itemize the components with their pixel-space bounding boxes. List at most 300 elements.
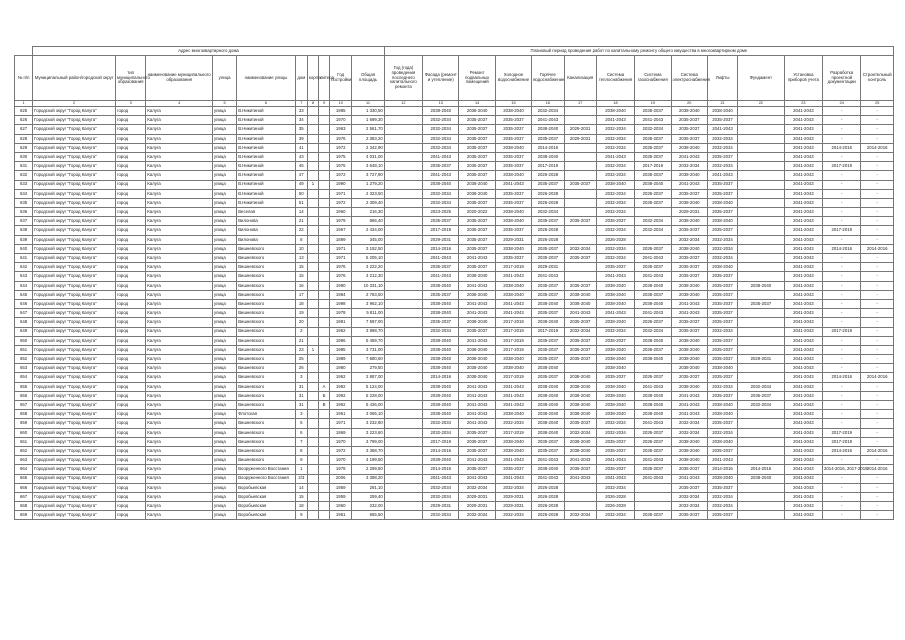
table-cell: 8 bbox=[295, 235, 307, 244]
table-cell: 2032-2034 bbox=[671, 162, 707, 171]
table-cell: 7 680,60 bbox=[352, 355, 384, 364]
table-cell bbox=[564, 107, 596, 116]
table-cell: - bbox=[823, 419, 861, 428]
table-cell bbox=[307, 254, 318, 263]
table-cell: - bbox=[823, 474, 861, 483]
table-cell bbox=[318, 437, 329, 446]
table-row bbox=[15, 107, 894, 116]
table-cell bbox=[318, 345, 329, 354]
table-cell: 2032-2034 bbox=[596, 162, 634, 171]
table-cell: Воробьевская bbox=[237, 492, 296, 501]
table-cell: - bbox=[861, 437, 894, 446]
table-cell: Калуга bbox=[146, 134, 213, 143]
column-header: наименование муниципального образования bbox=[146, 56, 213, 101]
table-cell: Калуга bbox=[146, 254, 213, 263]
table-cell: 2041-2043 bbox=[459, 391, 495, 400]
table-cell: Городской округ "Город Калуга" bbox=[33, 125, 116, 134]
table-cell: - bbox=[823, 180, 861, 189]
table-cell: 2035-2037 bbox=[671, 465, 707, 474]
table-cell: 2017-2019 bbox=[495, 263, 531, 272]
table-cell bbox=[307, 410, 318, 419]
table-cell: 2041-2043 bbox=[564, 456, 596, 465]
column-header-row bbox=[15, 56, 894, 101]
table-cell: 2041-2043 bbox=[596, 116, 634, 125]
table-cell bbox=[318, 309, 329, 318]
table-cell: Калуга bbox=[146, 226, 213, 235]
table-cell: Калуга bbox=[146, 309, 213, 318]
table-cell bbox=[307, 290, 318, 299]
table-cell: Вишневского bbox=[237, 281, 296, 290]
table-cell: 2041-2043 bbox=[784, 382, 822, 391]
table-cell: 2038-2040 bbox=[635, 299, 671, 308]
table-cell bbox=[384, 198, 422, 207]
table-cell: 2026-2028 bbox=[532, 502, 564, 511]
table-cell: 2032-2034 bbox=[423, 419, 459, 428]
table-cell: улица bbox=[212, 373, 236, 382]
table-cell bbox=[738, 235, 784, 244]
table-cell: 2029-2031 bbox=[532, 263, 564, 272]
column-number: 11 bbox=[352, 101, 384, 107]
table-cell: 2038-2040 bbox=[532, 410, 564, 419]
table-cell: 2017-2019 bbox=[823, 162, 861, 171]
table-cell: 2014-2016 bbox=[423, 373, 459, 382]
table-cell: 2035-2037 bbox=[707, 391, 737, 400]
table-row bbox=[15, 456, 894, 465]
table-cell: - bbox=[823, 235, 861, 244]
table-cell bbox=[318, 428, 329, 437]
table-cell: 652 bbox=[15, 355, 33, 364]
table-cell: 2041-2043 bbox=[532, 272, 564, 281]
table-cell: Городской округ "Город Калуга" bbox=[33, 355, 116, 364]
table-cell: 2041-2043 bbox=[784, 180, 822, 189]
table-cell: 39 bbox=[295, 134, 307, 143]
table-cell: 2038-2040 bbox=[738, 474, 784, 483]
table-cell: 2035-2037 bbox=[495, 162, 531, 171]
table-cell: 2041-2043 bbox=[423, 171, 459, 180]
table-cell bbox=[384, 107, 422, 116]
table-cell: 3 065,10 bbox=[352, 410, 384, 419]
table-cell: 15 bbox=[295, 263, 307, 272]
table-cell: 2035-2037 bbox=[495, 152, 531, 161]
table-cell bbox=[564, 272, 596, 281]
table-cell: Вишневского bbox=[237, 382, 296, 391]
table-cell: 2014-2016 bbox=[423, 446, 459, 455]
table-cell: 2041-2043 bbox=[596, 152, 634, 161]
table-cell: - bbox=[861, 208, 894, 217]
column-number: 3 bbox=[116, 101, 146, 107]
table-cell bbox=[384, 171, 422, 180]
table-cell: 2041-2043 bbox=[784, 263, 822, 272]
table-cell: город bbox=[116, 134, 146, 143]
table-cell bbox=[384, 217, 422, 226]
table-cell bbox=[307, 373, 318, 382]
table-cell: Калуга bbox=[146, 272, 213, 281]
table-cell: 2032-2034 bbox=[423, 143, 459, 152]
table-cell: 2041-2043 bbox=[423, 254, 459, 263]
table-cell bbox=[384, 327, 422, 336]
table-cell bbox=[738, 456, 784, 465]
table-cell: 2035-2037 bbox=[459, 125, 495, 134]
table-cell: город bbox=[116, 336, 146, 345]
table-row bbox=[15, 162, 894, 171]
table-cell: 2038-2040 bbox=[564, 290, 596, 299]
table-cell: 2029-2031 bbox=[738, 355, 784, 364]
table-cell: 663 bbox=[15, 456, 33, 465]
table-cell: 2035-2037 bbox=[671, 116, 707, 125]
table-cell: город bbox=[116, 263, 146, 272]
table-cell: 2041-2043 bbox=[784, 116, 822, 125]
table-cell: 3 212,30 bbox=[352, 272, 384, 281]
table-cell: 2038-2040 bbox=[495, 217, 531, 226]
table-cell: Вишневского bbox=[237, 272, 296, 281]
table-cell: 2038-2040 bbox=[495, 244, 531, 253]
table-cell: улица bbox=[212, 290, 236, 299]
table-cell: 26 bbox=[295, 364, 307, 373]
table-cell: 2041-2043 bbox=[784, 465, 822, 474]
table-cell: город bbox=[116, 428, 146, 437]
table-cell: 2017-2019 bbox=[823, 428, 861, 437]
table-cell: 2041-2043 bbox=[784, 162, 822, 171]
table-cell: 2038-2040 bbox=[671, 437, 707, 446]
table-cell: Вишневского bbox=[237, 318, 296, 327]
table-cell: 2038-2040 bbox=[532, 419, 564, 428]
table-cell: Вишневского bbox=[237, 419, 296, 428]
column-number: 4 bbox=[146, 101, 213, 107]
table-cell: Калуга bbox=[146, 327, 213, 336]
table-cell bbox=[738, 428, 784, 437]
table-cell bbox=[307, 483, 318, 492]
table-cell bbox=[738, 446, 784, 455]
table-cell: 2041-2043 bbox=[671, 180, 707, 189]
table-cell: 2032-2034 bbox=[596, 134, 634, 143]
table-cell: - bbox=[823, 410, 861, 419]
table-cell: Городской округ "Город Калуга" bbox=[33, 143, 116, 152]
table-cell: - bbox=[823, 309, 861, 318]
table-cell: - bbox=[861, 428, 894, 437]
table-cell: - bbox=[861, 235, 894, 244]
table-cell: 1 279,20 bbox=[352, 180, 384, 189]
table-cell bbox=[307, 198, 318, 207]
table-cell: 2038-2040 bbox=[635, 410, 671, 419]
table-cell bbox=[384, 226, 422, 235]
table-cell: Городской округ "Город Калуга" bbox=[33, 134, 116, 143]
table-cell: - bbox=[823, 152, 861, 161]
table-row bbox=[15, 474, 894, 483]
table-cell: 659 bbox=[15, 419, 33, 428]
table-cell bbox=[564, 208, 596, 217]
table-cell: 9 bbox=[295, 511, 307, 520]
table-cell: 2035-2037 bbox=[671, 134, 707, 143]
table-cell: 2038-2040 bbox=[635, 391, 671, 400]
table-cell: 2035-2037 bbox=[564, 336, 596, 345]
table-cell bbox=[384, 244, 422, 253]
table-cell bbox=[384, 208, 422, 217]
table-cell: 2032-2034 bbox=[423, 327, 459, 336]
table-row bbox=[15, 116, 894, 125]
table-cell: 2041-2043 bbox=[532, 474, 564, 483]
table-cell: 2041-2043 bbox=[784, 152, 822, 161]
table-cell: 22 bbox=[295, 226, 307, 235]
table-cell: 2035-2037 bbox=[459, 437, 495, 446]
table-cell: 2035-2037 bbox=[635, 134, 671, 143]
table-cell: город bbox=[116, 254, 146, 263]
column-header: Год постройки bbox=[330, 56, 352, 101]
table-cell: - bbox=[823, 391, 861, 400]
table-cell: улица bbox=[212, 299, 236, 308]
table-cell: 20 bbox=[295, 318, 307, 327]
table-cell: 2035-2037 bbox=[459, 171, 495, 180]
table-cell: 33 bbox=[295, 107, 307, 116]
table-cell: - bbox=[861, 171, 894, 180]
table-cell bbox=[318, 263, 329, 272]
table-cell: 2006 bbox=[330, 474, 352, 483]
table-cell: В.Никитиной bbox=[237, 162, 296, 171]
table-cell bbox=[384, 419, 422, 428]
table-cell: 2041-2043 bbox=[784, 410, 822, 419]
table-cell: - bbox=[823, 254, 861, 263]
table-cell bbox=[307, 391, 318, 400]
table-cell: 2041-2043 bbox=[459, 401, 495, 410]
table-cell: Калуга bbox=[146, 373, 213, 382]
table-cell bbox=[738, 143, 784, 152]
table-cell bbox=[318, 125, 329, 134]
column-header: Фасада (ремонт и утепление) bbox=[423, 56, 459, 101]
table-row bbox=[15, 143, 894, 152]
table-cell bbox=[384, 189, 422, 198]
table-cell: 2035-2037 bbox=[596, 217, 634, 226]
table-cell: 2041-2043 bbox=[784, 226, 822, 235]
table-cell: улица bbox=[212, 116, 236, 125]
table-cell: 5 228,00 bbox=[352, 391, 384, 400]
table-cell: 3 bbox=[295, 373, 307, 382]
table-cell: 2035-2037 bbox=[459, 428, 495, 437]
table-cell: 2017-2019 bbox=[532, 327, 564, 336]
table-cell: В.Никитиной bbox=[237, 125, 296, 134]
table-cell: - bbox=[861, 281, 894, 290]
table-cell: - bbox=[823, 125, 861, 134]
table-cell: 2032-2034 bbox=[707, 244, 737, 253]
column-header: Год (года) проведения последнего капитального ремонта bbox=[384, 56, 422, 101]
table-cell: 2032-2034 bbox=[596, 198, 634, 207]
table-cell: - bbox=[861, 382, 894, 391]
table-cell: 1976 bbox=[330, 263, 352, 272]
column-header: Система теплоснабжения bbox=[596, 56, 634, 101]
table-cell bbox=[307, 272, 318, 281]
table-cell: 1967 bbox=[330, 226, 352, 235]
table-row bbox=[15, 391, 894, 400]
table-cell: 2038-2040 bbox=[596, 355, 634, 364]
table-cell: 2041-2043 bbox=[459, 419, 495, 428]
table-cell bbox=[738, 410, 784, 419]
table-cell: - bbox=[823, 263, 861, 272]
table-cell: 6 bbox=[295, 428, 307, 437]
table-cell bbox=[307, 125, 318, 134]
table-cell: 2041-2043 bbox=[635, 272, 671, 281]
table-row bbox=[15, 226, 894, 235]
table-cell: 2038-2040 bbox=[495, 171, 531, 180]
table-cell: 2035-2037 bbox=[596, 336, 634, 345]
table-cell: Городской округ "Город Калуга" bbox=[33, 254, 116, 263]
column-number: 25 bbox=[861, 101, 894, 107]
table-cell: 2035-2037 bbox=[532, 355, 564, 364]
table-cell bbox=[318, 355, 329, 364]
table-cell: город bbox=[116, 355, 146, 364]
table-cell bbox=[307, 208, 318, 217]
table-cell: 2032-2034 bbox=[596, 254, 634, 263]
table-cell bbox=[564, 116, 596, 125]
table-cell: 2038-2040 bbox=[495, 290, 531, 299]
table-cell: 2038-2040 bbox=[707, 107, 737, 116]
table-cell bbox=[318, 107, 329, 116]
table-cell: - bbox=[823, 299, 861, 308]
table-cell: 2014-2016 bbox=[532, 143, 564, 152]
table-cell: 2035-2037 bbox=[459, 162, 495, 171]
table-cell: Вишневского bbox=[237, 254, 296, 263]
table-cell: Веселая bbox=[237, 208, 296, 217]
table-cell: Калуга bbox=[146, 419, 213, 428]
table-cell: 2029-2031 bbox=[671, 208, 707, 217]
table-cell: 2038-2040 bbox=[423, 309, 459, 318]
table-cell: 2038-2040 bbox=[671, 217, 707, 226]
table-cell bbox=[384, 456, 422, 465]
column-number: 21 bbox=[707, 101, 737, 107]
table-cell: 2041-2043 bbox=[635, 116, 671, 125]
table-cell: улица bbox=[212, 391, 236, 400]
table-cell bbox=[564, 189, 596, 198]
table-cell: 47 bbox=[295, 171, 307, 180]
table-cell: Городской округ "Город Калуга" bbox=[33, 410, 116, 419]
table-cell: 2041-2043 bbox=[784, 143, 822, 152]
table-cell: 2035-2037 bbox=[635, 511, 671, 520]
table-cell: Калуга bbox=[146, 263, 213, 272]
table-cell: 629 bbox=[15, 143, 33, 152]
table-cell: 2035-2037 bbox=[596, 263, 634, 272]
table-cell: Калуга bbox=[146, 107, 213, 116]
table-cell: улица bbox=[212, 355, 236, 364]
table-cell: Городской округ "Город Калуга" bbox=[33, 299, 116, 308]
table-cell: 10 331,10 bbox=[352, 281, 384, 290]
table-cell bbox=[738, 492, 784, 501]
table-cell: 2014-2016 bbox=[707, 465, 737, 474]
table-cell: 625 bbox=[15, 107, 33, 116]
table-cell bbox=[738, 263, 784, 272]
table-cell bbox=[318, 226, 329, 235]
table-cell: 2041-2043 bbox=[495, 401, 531, 410]
table-cell: 1 bbox=[295, 465, 307, 474]
table-cell: 2041-2043 bbox=[495, 382, 531, 391]
table-cell: 14 bbox=[295, 483, 307, 492]
table-cell: 2038-2040 bbox=[532, 401, 564, 410]
table-cell: 2041-2043 bbox=[784, 107, 822, 116]
table-cell: 2035-2037 bbox=[459, 244, 495, 253]
table-cell: 2038-2040 bbox=[635, 180, 671, 189]
table-cell: 2026-2028 bbox=[596, 235, 634, 244]
column-number: 5 bbox=[212, 101, 236, 107]
table-cell bbox=[564, 226, 596, 235]
table-cell: город bbox=[116, 171, 146, 180]
table-cell: 2035-2037 bbox=[495, 226, 531, 235]
table-row bbox=[15, 410, 894, 419]
table-cell: Городской округ "Город Калуга" bbox=[33, 198, 116, 207]
table-cell: 2038-2040 bbox=[671, 281, 707, 290]
table-cell: 2041-2043 bbox=[564, 309, 596, 318]
table-cell: 2032-2034 bbox=[707, 502, 737, 511]
table-cell: 1961 bbox=[330, 410, 352, 419]
table-cell: 2029-2031 bbox=[423, 502, 459, 511]
table-cell: город bbox=[116, 198, 146, 207]
table-cell: - bbox=[861, 336, 894, 345]
table-cell: 2017-2019 bbox=[423, 437, 459, 446]
table-cell: город bbox=[116, 401, 146, 410]
table-cell: 2035-2037 bbox=[635, 318, 671, 327]
table-cell: город bbox=[116, 465, 146, 474]
table-cell: 2032-2034 bbox=[495, 511, 531, 520]
table-cell: 19 bbox=[295, 309, 307, 318]
table-cell: 2035-2037 bbox=[596, 373, 634, 382]
table-cell: Городской округ "Город Калуга" bbox=[33, 244, 116, 253]
table-cell: 2029-2031 bbox=[495, 502, 531, 511]
table-cell: 2041-2043 bbox=[784, 446, 822, 455]
table-cell: 2035-2037 bbox=[532, 244, 564, 253]
table-cell: - bbox=[861, 189, 894, 198]
table-cell: Городской округ "Город Калуга" bbox=[33, 465, 116, 474]
table-cell: 2041-2043 bbox=[784, 254, 822, 263]
table-cell bbox=[318, 171, 329, 180]
table-cell bbox=[307, 474, 318, 483]
column-number: 7 bbox=[295, 101, 307, 107]
table-cell: 662 bbox=[15, 446, 33, 455]
table-cell: 2032-2034 bbox=[423, 134, 459, 143]
table-cell: 2035-2037 bbox=[707, 189, 737, 198]
table-cell: - bbox=[823, 401, 861, 410]
table-row bbox=[15, 152, 894, 161]
table-cell bbox=[318, 483, 329, 492]
table-cell: 3 368,70 bbox=[352, 446, 384, 455]
table-cell: 2041-2043 bbox=[784, 336, 822, 345]
table-cell bbox=[318, 364, 329, 373]
table-cell: 2035-2037 bbox=[635, 263, 671, 272]
table-row bbox=[15, 465, 894, 474]
table-cell: 2032-2034 bbox=[459, 511, 495, 520]
table-cell: 2041-2043 bbox=[671, 299, 707, 308]
table-cell: 2041-2043 bbox=[671, 309, 707, 318]
table-cell bbox=[307, 437, 318, 446]
table-cell: 1962 bbox=[330, 373, 352, 382]
table-cell: 2041-2043 bbox=[784, 189, 822, 198]
table-cell: 2035-2037 bbox=[495, 254, 531, 263]
table-cell: 2035-2037 bbox=[564, 465, 596, 474]
table-cell: 2038-2040 bbox=[564, 410, 596, 419]
table-cell: 2038-2040 bbox=[707, 437, 737, 446]
table-cell: 2041-2043 bbox=[564, 474, 596, 483]
table-cell: 1962 bbox=[330, 327, 352, 336]
table-cell bbox=[384, 180, 422, 189]
table-cell: 2035-2037 bbox=[707, 345, 737, 354]
table-cell: 2032-2034 bbox=[707, 162, 737, 171]
table-cell: город bbox=[116, 208, 146, 217]
table-cell: 51 bbox=[295, 198, 307, 207]
table-cell: улица bbox=[212, 125, 236, 134]
table-cell: 2035-2037 bbox=[532, 437, 564, 446]
table-row bbox=[15, 428, 894, 437]
table-cell: 2035-2037 bbox=[596, 446, 634, 455]
table-cell: 2038-2040 bbox=[495, 281, 531, 290]
table-cell: 2035-2037 bbox=[707, 290, 737, 299]
table-cell: Вилонова bbox=[237, 217, 296, 226]
table-cell: улица bbox=[212, 180, 236, 189]
table-cell: Вишневского bbox=[237, 446, 296, 455]
table-cell bbox=[384, 502, 422, 511]
